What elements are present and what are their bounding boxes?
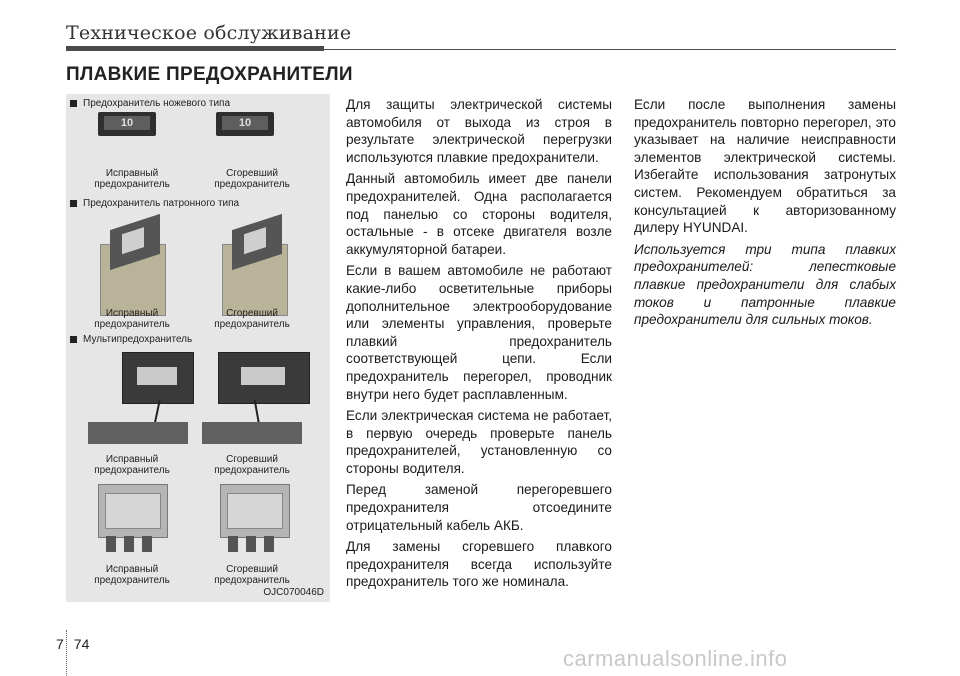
figure-code: OJC070046D bbox=[263, 587, 324, 598]
block-good-label: Исправный предохранитель bbox=[94, 564, 170, 586]
blade-fuse-good-image: 10 bbox=[98, 112, 156, 136]
header-rule-thin bbox=[324, 49, 896, 50]
paragraph: Если после выполнения замены предохранитель повторно перегорел, это указывает на наличие неисправности элементов электрической системы. Избегайте использования затронутых систем. Рекомендуем обратиться за консультацией к авторизованному дилеру HYUNDAI. bbox=[634, 97, 896, 236]
block-fuse-blown-image bbox=[220, 484, 290, 538]
section-title: ПЛАВКИЕ ПРЕДОХРАНИТЕЛИ bbox=[66, 64, 353, 85]
multi-fuse-good-strip bbox=[88, 422, 188, 444]
bullet-square-icon bbox=[70, 336, 77, 343]
blade-fuse-blown-image: 10 bbox=[216, 112, 274, 136]
blade-good-label: Исправный предохранитель bbox=[94, 168, 170, 190]
text-column-right bbox=[634, 96, 896, 333]
multi-fuse-good-closeup bbox=[122, 352, 194, 404]
cartridge-good-label: Исправный предохранитель bbox=[94, 308, 170, 330]
paragraph: Для защиты электрической системы автомобиля от выхода из строя в результате электрической перегрузки используются плавкие предохранители. bbox=[346, 97, 612, 165]
paragraph: Для замены сгоревшего плавкого предохранителя всегда используйте предохранитель того же номинала. bbox=[346, 539, 612, 590]
paragraph: Данный автомобиль имеет две панели предохранителей. Одна располагается под панелью со стороны водителя, остальные - в отсеке двигателя возле аккумуляторной батареи. bbox=[346, 171, 612, 257]
figure-caption-blade: Предохранитель ножевого типа bbox=[70, 98, 230, 109]
bullet-square-icon bbox=[70, 200, 77, 207]
fuse-figure bbox=[66, 94, 330, 602]
figure-caption-multi: Мультипредохранитель bbox=[70, 334, 192, 345]
paragraph-italic: Используется три типа плавких предохранителей: лепестковые плавкие предохранители для слабых токов и патронные плавкие предохранители для сильных токов. bbox=[634, 241, 896, 328]
paragraph: Если в вашем автомобиле не работают какие-либо осветительные приборы дополнительное электрооборудование или элементы управления, проверьте плавкий предохранитель соответствующей цепи. Если предохранитель перегорел, проводник внутри него будет расплавленным. bbox=[346, 263, 612, 402]
multi-fuse-blown-closeup bbox=[218, 352, 310, 404]
paragraph: Перед заменой перегоревшего предохранителя отсоедините отрицательный кабель АКБ. bbox=[346, 482, 612, 533]
page-header-title: Техническое обслуживание bbox=[66, 22, 352, 44]
multi-blown-label: Сгоревший предохранитель bbox=[214, 454, 290, 476]
block-fuse-good-image bbox=[98, 484, 168, 538]
figure-caption-cartridge: Предохранитель патронного типа bbox=[70, 198, 239, 209]
blade-blown-label: Сгоревший предохранитель bbox=[214, 168, 290, 190]
text-column-middle bbox=[346, 96, 612, 595]
page-number bbox=[56, 636, 89, 652]
page-number-value: 74 bbox=[73, 636, 90, 652]
bullet-square-icon bbox=[70, 100, 77, 107]
block-blown-label: Сгоревший предохранитель bbox=[214, 564, 290, 586]
multi-good-label: Исправный предохранитель bbox=[94, 454, 170, 476]
multi-fuse-blown-strip bbox=[202, 422, 302, 444]
watermark: carmanualsonline.info bbox=[563, 646, 788, 671]
header-rule-thick bbox=[66, 46, 324, 51]
cartridge-blown-label: Сгоревший предохранитель bbox=[214, 308, 290, 330]
chapter-number: 7 bbox=[56, 636, 64, 652]
paragraph: Если электрическая система не работает, в первую очередь проверьте панель предохранителей, установленную со стороны водителя. bbox=[346, 408, 612, 476]
